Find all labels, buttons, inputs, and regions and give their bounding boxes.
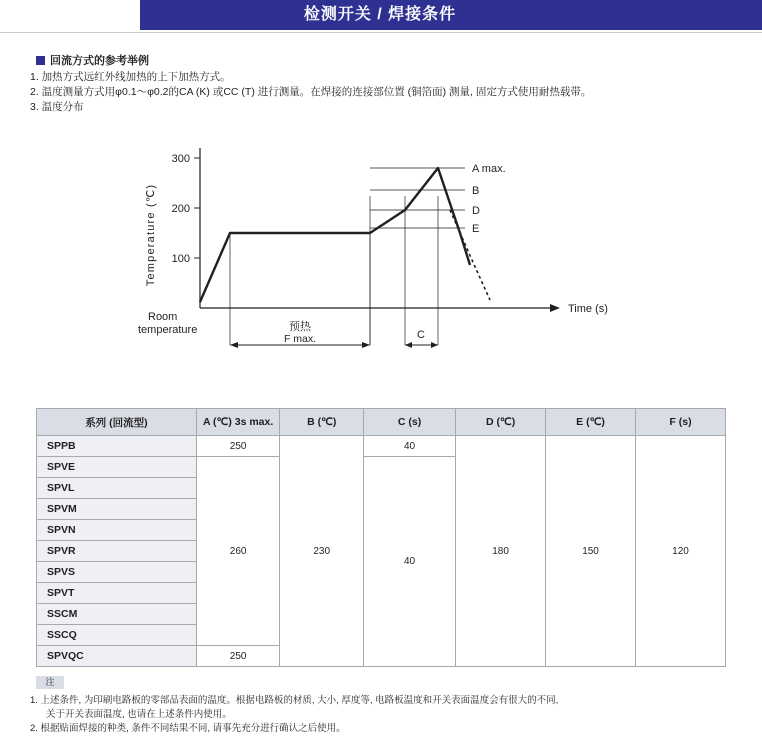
c-arrow-right bbox=[431, 342, 438, 348]
col-header-series: 系列 (回流型) bbox=[37, 409, 197, 436]
y-tick-label-200: 200 bbox=[171, 203, 190, 215]
cell-series: SPVR bbox=[37, 541, 197, 562]
cell-c-merged: 40 bbox=[364, 457, 456, 667]
chart-svg bbox=[120, 140, 680, 370]
y-tick-label-100: 100 bbox=[171, 253, 190, 265]
cell-series: SPVE bbox=[37, 457, 197, 478]
cell-b-merged: 230 bbox=[280, 436, 364, 667]
section-heading bbox=[36, 52, 149, 68]
cell-series: SPVN bbox=[37, 520, 197, 541]
col-header-f: F (s) bbox=[636, 409, 726, 436]
level-label-d: D bbox=[472, 205, 480, 217]
c-dimension-label: C bbox=[417, 329, 425, 341]
cell-a-spvqc: 250 bbox=[196, 646, 280, 667]
y-tick-label-300: 300 bbox=[171, 153, 190, 165]
cell-series: SSCM bbox=[37, 604, 197, 625]
footnote-list bbox=[30, 694, 745, 736]
preheat-label-f: F max. bbox=[283, 333, 317, 345]
section-note-2: 2. 温度测量方式用φ0.1～φ0.2的CA (K) 或CC (T) 进行测量。在焊接的连接部位置 (铜箔面) 测量, 固定方式使用耐热载带。 bbox=[30, 86, 592, 98]
c-arrow-left bbox=[405, 342, 412, 348]
cell-series: SSCQ bbox=[37, 625, 197, 646]
section-note-1: 1. 加热方式远红外线加热的上下加热方式。 bbox=[30, 71, 231, 83]
page-header bbox=[0, 0, 762, 34]
col-header-e: E (℃) bbox=[546, 409, 636, 436]
footnote-badge: 注 bbox=[36, 676, 64, 689]
preheat-arrow-right bbox=[362, 342, 370, 348]
reflow-profile-chart bbox=[120, 140, 680, 370]
cell-series: SPVL bbox=[37, 478, 197, 499]
footnote-2: 2. 根据贴面焊接的种类, 条件不同结果不同, 请事先充分进行确认之后使用。 bbox=[30, 723, 346, 734]
footnote-1-cont: 关于开关表面温度, 也请在上述条件内使用。 bbox=[46, 709, 232, 720]
y-axis-label: Temperature (℃) bbox=[145, 183, 157, 287]
cell-d-merged: 180 bbox=[456, 436, 546, 667]
cooling-dashed-curve bbox=[450, 210, 490, 300]
cell-f-merged: 120 bbox=[636, 436, 726, 667]
section-notes bbox=[30, 70, 742, 115]
section-note-3: 3. 温度分布 bbox=[30, 101, 84, 113]
table-row bbox=[37, 436, 726, 457]
level-label-b: B bbox=[472, 185, 480, 197]
bullet-square-icon bbox=[36, 56, 45, 65]
room-temperature-label-line2: temperature bbox=[138, 324, 198, 336]
col-header-c: C (s) bbox=[364, 409, 456, 436]
section-heading-label: 回流方式的参考举例 bbox=[50, 55, 149, 67]
level-label-a: A max. bbox=[472, 163, 506, 175]
level-label-e: E bbox=[472, 223, 480, 235]
cell-series: SPVM bbox=[37, 499, 197, 520]
preheat-label-cn: 预热 bbox=[289, 321, 311, 333]
soldering-conditions-table bbox=[36, 408, 726, 667]
col-header-d: D (℃) bbox=[456, 409, 546, 436]
col-header-b: B (℃) bbox=[280, 409, 364, 436]
cell-c-sppb: 40 bbox=[364, 436, 456, 457]
x-axis-arrow bbox=[550, 304, 560, 312]
cell-e-merged: 150 bbox=[546, 436, 636, 667]
cell-series: SPPB bbox=[37, 436, 197, 457]
footnote-1: 1. 上述条件, 为印刷电路板的零部品表面的温度。根据电路板的材质, 大小, 厚度等, 电路板温度和开关表面温度会有很大的不同, bbox=[30, 695, 559, 706]
x-axis-label: Time (s) bbox=[568, 303, 608, 315]
cell-a-sppb: 250 bbox=[196, 436, 280, 457]
cell-series: SPVT bbox=[37, 583, 197, 604]
page-title: 检测开关 / 焊接条件 bbox=[303, 6, 457, 23]
reflow-curve bbox=[200, 168, 470, 302]
cell-series: SPVS bbox=[37, 562, 197, 583]
table-header-row bbox=[37, 409, 726, 436]
cell-series: SPVQC bbox=[37, 646, 197, 667]
room-temperature-label-line1: Room bbox=[148, 311, 178, 323]
header-divider bbox=[0, 32, 762, 33]
col-header-a: A (℃) 3s max. bbox=[196, 409, 280, 436]
preheat-arrow-left bbox=[230, 342, 238, 348]
cell-a-merged: 260 bbox=[196, 457, 280, 646]
